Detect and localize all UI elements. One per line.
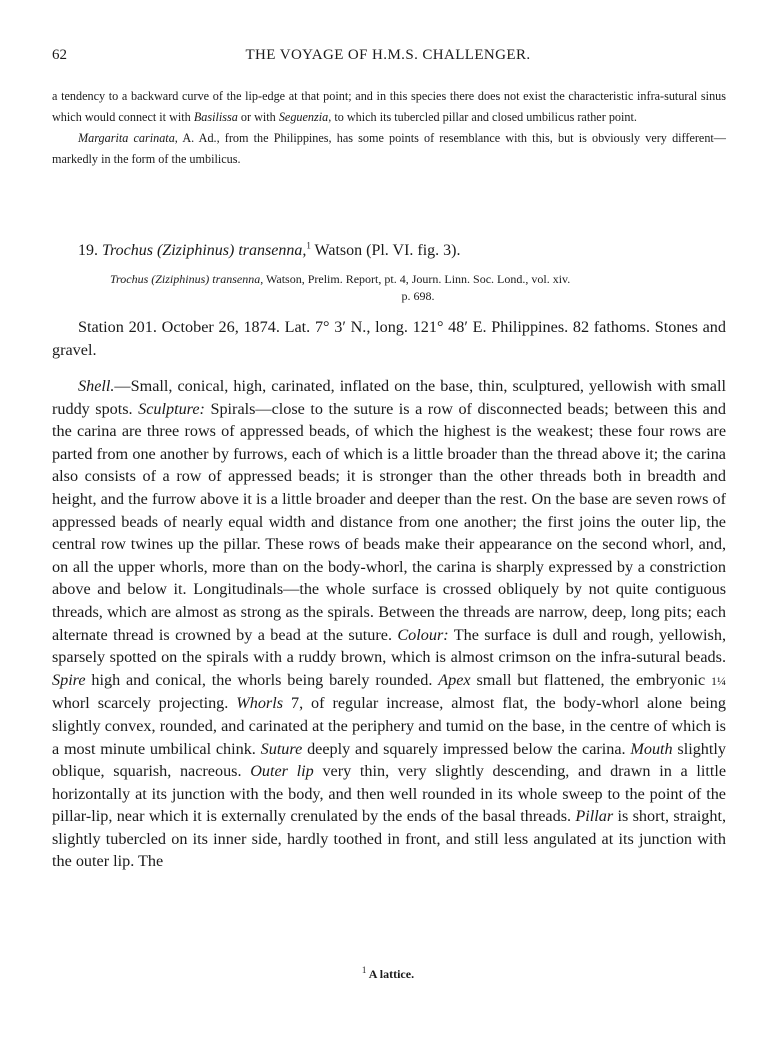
text: Spirals—close to the suture is a row of disconnected beads; between this and the carina are three rows of appressed beads, of which the highest is the weakest; these four rows are parted from one another by furrows, each of which is a little broader than the thread above it; the carina also consists of a row of appressed beads; it is stronger than the other threads both in breadth and height, and the furrow above it is a little broader and deeper than the rest. On the base are seven rows of appressed beads of nearly equal width and distance from one another; the first joins the outer lip, the central row twines up the pillar. These rows of beads make their appearance on the second whorl, and, on all the upper whorls, more than on the body-whorl, the carina is sharply expressed by a constriction above and below it. Longitudinals—the whole surface is crossed obliquely by not quite contiguous threads, which are almost as strong as the spirals. Between the threads are narrow, deep, long pits; each alternate thread is crowned by a bead at the suture. [52,399,726,644]
text: high and conical, the whorls being barely rounded. [85,670,439,689]
species-heading [78,242,461,260]
species-number: 19. [78,242,98,259]
section-label: Mouth [630,739,673,758]
page-number: 62 [52,47,67,63]
station-info [52,316,726,362]
footnote-text: A lattice. [366,967,415,981]
text: The surface is dull and rough, yellowish, sparsely spotted on the spirals with a ruddy brown, which is almost crimson on the infra-sutural beads. [52,625,726,667]
text: , A. Ad., from the Philippines, has some points of resemblance with this, but is obviously very different—markedly in the form of the umbilicus. [52,131,726,166]
footnote-mark: 1 [361,965,367,975]
footnote-mark: 1 [306,240,311,251]
text: , to which its tubercled pillar and closed umbilicus rather point. [328,110,637,124]
section-label: Spire [52,670,86,689]
genus-name: Seguenzia [278,110,329,124]
footnote [0,967,776,982]
text: whorl scarcely projecting. [52,694,237,713]
citation: , Watson, Prelim. Report, pt. 4, Journ. Linn. Soc. Lond., vol. xiv. [260,272,571,286]
section-label: Sculpture: [138,399,205,418]
text: —Small, conical, high, carinated, inflated on the base, thin, sculptured, yellowish with small ruddy spots. [52,377,726,418]
species-name: Margarita carinata [78,131,175,145]
section-label: Whorls [236,694,284,713]
text: small but flattened, the embryonic [470,670,711,689]
citation-page: p. 698. [401,289,435,303]
paragraph [52,86,726,128]
author-reference: Watson (Pl. VI. fig. 3). [310,242,461,259]
text: is short, straight, slightly tubercled on its inner side, hardly toothed in front, and still less angulated at its junction with the outer lip. The [52,807,726,871]
running-head: THE VOYAGE OF H.M.S. CHALLENGER. [245,47,531,63]
text: deeply and squarely impressed below the carina. [302,739,631,758]
species-description [52,375,726,873]
text: or with [237,110,279,124]
station-text: Station 201. October 26, 1874. Lat. 7° 3′ N., long. 121° 48′ E. Philippines. 82 fathoms. Stones and gravel. [52,318,726,359]
preceding-species-remarks [52,86,726,170]
text: slightly oblique, squarish, nacreous. [52,739,726,781]
text: very thin, very slightly descending, and drawn in a little horizontally at its junction with the body, and then well rounded in its whole sweep to the point of the pillar-lip, near which it is externally crenulated by the ends of the basal threads. [52,762,727,826]
text: 7, of regular increase, almost flat, the body-whorl alone being slightly convex, rounded, and carinated at the periphery and tumid on the base, in the centre of which is a most minute umbilical chink. [52,694,726,758]
section-label: Pillar [575,807,614,826]
text: a tendency to a backward curve of the lip-edge at that point; and in this species there does not exist the characteristic infra-sutural sinus which would connect it with [52,89,726,124]
section-label: Suture [260,739,303,758]
section-label: Shell. [78,377,115,395]
description-paragraph [52,375,726,873]
paragraph [52,128,726,170]
synonym-name: Trochus (Ziziphinus) transenna [110,272,261,286]
fraction: 1¼ [711,673,726,688]
section-label: Apex [438,670,471,689]
genus-name: Basilissa [193,110,238,124]
species-name: Trochus (Ziziphinus) transenna, [102,242,307,259]
section-label: Colour: [397,625,449,644]
page-header [52,47,724,67]
section-label: Outer lip [250,762,314,781]
synonymy [110,271,726,305]
